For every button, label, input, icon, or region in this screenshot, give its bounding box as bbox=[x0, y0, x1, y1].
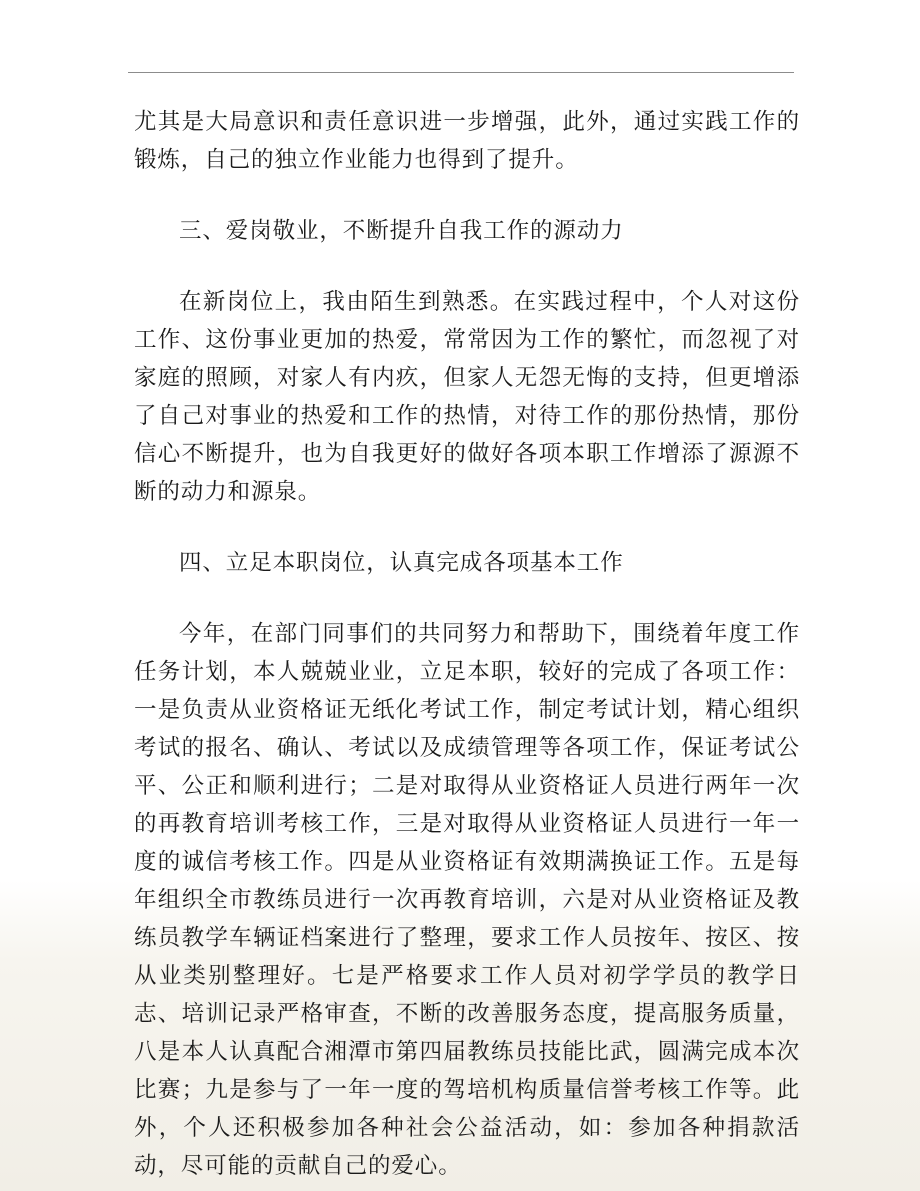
section-heading-4: 四、立足本职岗位，认真完成各项基本工作 bbox=[179, 550, 624, 576]
section-heading-3: 三、爱岗敬业，不断提升自我工作的源动力 bbox=[179, 218, 624, 244]
paragraph-section-4: 今年，在部门同事们的共同努力和帮助下，围绕着年度工作任务计划，本人兢兢业业，立足本职，较好的完成了各项工作：一是负责从业资格证无纸化考试工作，制定考试计划，精心组织考试的报名、确认、考试以及成绩管理等各项工作，保证考试公平、公正和顺利进行；二是对取得从业资格证人员进行两年一次的再教育培训考核工作，三是对取得从业资格证人员进行一年一度的诚信考核工作。四是从业资格证有效期满换证工作。五是每年组织全市教练员进行一次再教育培训，六是对从业资格证及教练员教学车辆证档案进行了整理，要求工作人员按年、按区、按从业类别整理好。七是严格要求工作人员对初学学员的教学日志、培训记录严格审查，不断的改善服务态度，提高服务质量，八是本人认真配合湘潭市第四届教练员技能比武，圆满完成本次比赛；九是参与了一年一度的驾培机构质量信誉考核工作等。此外，个人还积极参加各种社会公益活动，如：参加各种捐款活动，尽可能的贡献自己的爱心。 bbox=[134, 621, 800, 1179]
paragraph-section-3: 在新岗位上，我由陌生到熟悉。在实践过程中，个人对这份工作、这份事业更加的热爱，常常因为工作的繁忙，而忽视了对家庭的照顾，对家人有内疚，但家人无怨无悔的支持，但更增添了自己对事业的热爱和工作的热情，对待工作的那份热情，那份信心不断提升，也为自我更好的做好各项本职工作增添了源源不断的动力和源泉。 bbox=[134, 289, 800, 505]
document-body bbox=[134, 103, 800, 1185]
header-rule bbox=[128, 72, 794, 73]
paragraph-continuation: 尤其是大局意识和责任意识进一步增强，此外，通过实践工作的锻炼，自己的独立作业能力也得到了提升。 bbox=[134, 109, 800, 173]
